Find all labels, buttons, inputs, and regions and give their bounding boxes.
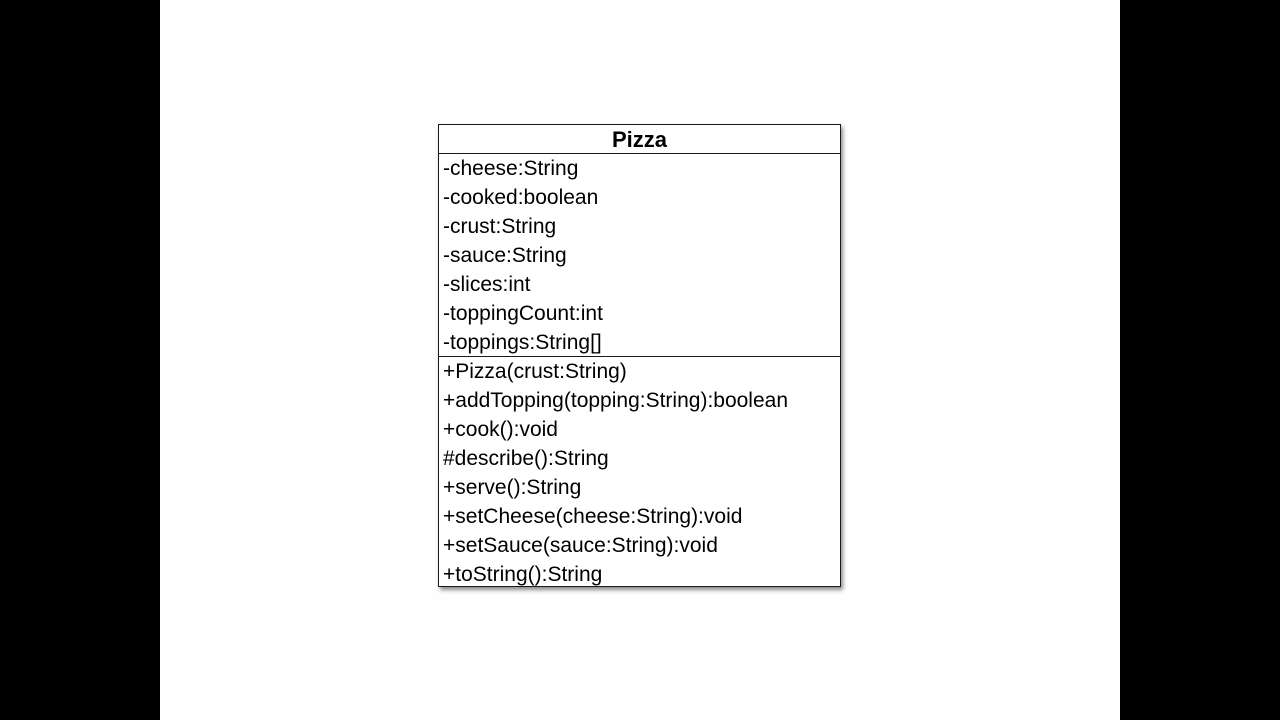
attributes-compartment	[439, 154, 840, 357]
operation-row: +serve():String	[443, 476, 582, 499]
attribute-row: -sauce:String	[443, 244, 567, 267]
attribute-row: -crust:String	[443, 215, 557, 238]
attribute-row: -cooked:boolean	[443, 186, 599, 209]
attribute-row: -cheese:String	[443, 157, 579, 180]
operation-row: +toString():String	[443, 563, 603, 586]
uml-class-box	[438, 124, 841, 587]
operation-row: +cook():void	[443, 418, 558, 441]
operation-row: +setSauce(sauce:String):void	[443, 534, 718, 557]
class-name: Pizza	[439, 125, 840, 154]
operation-row: +Pizza(crust:String)	[443, 360, 627, 383]
operations-compartment	[439, 357, 840, 586]
attribute-row: -toppingCount:int	[443, 302, 603, 325]
operation-row: +addTopping(topping:String):boolean	[443, 389, 789, 412]
attribute-row: -slices:int	[443, 273, 531, 296]
operation-row: +setCheese(cheese:String):void	[443, 505, 743, 528]
slide-canvas	[160, 0, 1120, 720]
attribute-row: -toppings:String[]	[443, 331, 602, 354]
operation-row: #describe():String	[443, 447, 609, 470]
